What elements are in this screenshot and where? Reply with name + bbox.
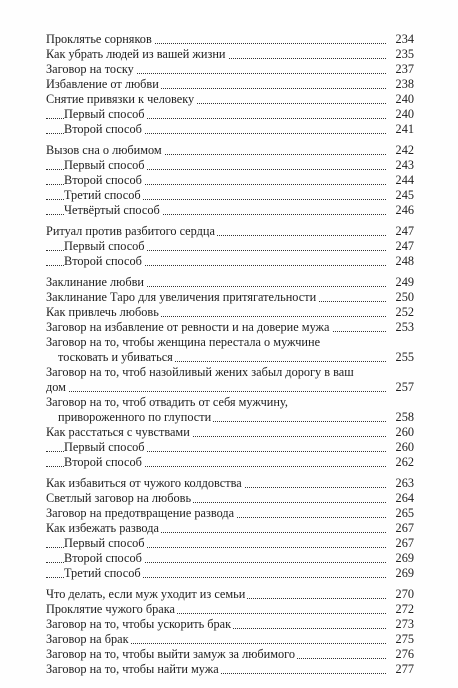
toc-entry-title: Светлый заговор на любовь (46, 491, 192, 505)
toc-entry-page: 248 (395, 254, 414, 268)
toc-entry-title: Первый способ (64, 536, 145, 550)
toc-subentry (46, 536, 414, 551)
toc-entry-page: 240 (395, 92, 414, 106)
toc-entry-page: 246 (395, 203, 414, 217)
toc-entry-title-continued: дом (46, 380, 66, 394)
toc-entry-title: Второй способ (64, 254, 142, 268)
toc-entry-page: 247 (395, 224, 414, 238)
toc-entry-title: Первый способ (64, 158, 145, 172)
toc-entry (46, 395, 414, 425)
toc-entry-page: 234 (395, 32, 414, 46)
toc-entry (46, 602, 414, 617)
toc-entry-title: Заговор на брак (46, 632, 129, 646)
toc-entry-page: 252 (395, 305, 414, 319)
toc-entry (46, 92, 414, 107)
toc-entry (46, 305, 414, 320)
toc-entry-page: 277 (395, 662, 414, 676)
toc-entry-title: Заговор на тоску (46, 62, 134, 76)
toc-entry-page: 240 (395, 107, 414, 121)
toc-entry (46, 62, 414, 77)
toc-entry-title: Заклинание любви (46, 275, 145, 289)
toc-subentry (46, 158, 414, 173)
toc-subentry (46, 455, 414, 470)
toc-entry (46, 425, 414, 440)
toc-subentry (46, 107, 414, 122)
toc-entry-page: 276 (395, 647, 414, 661)
toc-entry-page: 253 (395, 320, 414, 334)
table-of-contents (46, 32, 414, 677)
toc-entry (46, 617, 414, 632)
toc-subentry (46, 440, 414, 455)
toc-entry-page: 237 (395, 62, 414, 76)
toc-entry (46, 365, 414, 395)
toc-entry-title: Как избежать развода (46, 521, 159, 535)
toc-entry (46, 476, 414, 491)
toc-entry-page: 258 (395, 410, 414, 424)
toc-entry (46, 32, 414, 47)
toc-entry-page: 275 (395, 632, 414, 646)
toc-entry (46, 320, 414, 335)
toc-entry-title: Заговор на то, чтобы выйти замуж за любимого (46, 647, 296, 661)
toc-entry-page: 255 (395, 350, 414, 364)
toc-entry-title: Заговор на предотвращение развода (46, 506, 235, 520)
toc-subentry (46, 566, 414, 581)
toc-entry-page: 269 (395, 566, 414, 580)
toc-entry-page: 262 (395, 455, 414, 469)
toc-entry-page: 272 (395, 602, 414, 616)
toc-entry-title: Второй способ (64, 455, 142, 469)
toc-entry-page: 241 (395, 122, 414, 136)
toc-entry-title: Второй способ (64, 551, 142, 565)
toc-entry-page: 242 (395, 143, 414, 157)
toc-entry (46, 587, 414, 602)
toc-entry (46, 632, 414, 647)
toc-entry (46, 647, 414, 662)
toc-entry-title: Второй способ (64, 122, 142, 136)
toc-entry-page: 265 (395, 506, 414, 520)
toc-entry (46, 47, 414, 62)
toc-entry-page: 247 (395, 239, 414, 253)
toc-entry (46, 224, 414, 239)
toc-entry-page: 267 (395, 521, 414, 535)
toc-entry-page: 263 (395, 476, 414, 490)
toc-entry-title: Заговор на избавление от ревности и на доверие мужа (46, 320, 330, 334)
toc-entry-title: Заклинание Таро для увеличения притягательности (46, 290, 317, 304)
toc-subentry (46, 551, 414, 566)
toc-entry-page: 260 (395, 440, 414, 454)
toc-entry (46, 506, 414, 521)
toc-entry-title: Проклятие чужого брака (46, 602, 176, 616)
toc-entry-title: Как избавиться от чужого колдовства (46, 476, 242, 490)
toc-entry-title: Заговор на то, чтоб назойливый жених забыл дорогу в ваш (46, 365, 354, 379)
toc-entry-title: Заговор на то, чтоб отвадить от себя мужчину, (46, 395, 288, 409)
toc-entry-title-continued: тосковать и убиваться (46, 350, 175, 364)
toc-entry-title: Ритуал против разбитого сердца (46, 224, 215, 238)
toc-entry-title: Второй способ (64, 173, 142, 187)
toc-entry-page: 260 (395, 425, 414, 439)
toc-entry (46, 77, 414, 92)
toc-entry-title: Снятие привязки к человеку (46, 92, 195, 106)
toc-entry (46, 521, 414, 536)
toc-entry-title: Заговор на то, чтобы найти мужа (46, 662, 219, 676)
toc-subentry (46, 203, 414, 218)
toc-entry-title: Третий способ (64, 566, 141, 580)
toc-entry-title: Первый способ (64, 440, 145, 454)
toc-entry-page: 244 (395, 173, 414, 187)
toc-entry-title: Заговор на то, чтобы женщина перестала о мужчине (46, 335, 321, 349)
toc-entry-title: Как расстаться с чувствами (46, 425, 190, 439)
toc-entry-title-continued: привороженного по глупости (46, 410, 213, 424)
toc-entry-title: Вызов сна о любимом (46, 143, 162, 157)
toc-subentry (46, 239, 414, 254)
toc-entry-page: 235 (395, 47, 414, 61)
toc-entry-page: 269 (395, 551, 414, 565)
toc-entry-title: Первый способ (64, 107, 145, 121)
toc-entry-title: Как убрать людей из вашей жизни (46, 47, 226, 61)
toc-entry-title: Проклятье сорняков (46, 32, 152, 46)
toc-entry-page: 250 (395, 290, 414, 304)
toc-entry (46, 143, 414, 158)
toc-entry-title: Заговор на то, чтобы ускорить брак (46, 617, 232, 631)
toc-entry-title: Первый способ (64, 239, 145, 253)
toc-entry-page: 245 (395, 188, 414, 202)
toc-entry (46, 491, 414, 506)
toc-entry-page: 238 (395, 77, 414, 91)
toc-entry-page: 270 (395, 587, 414, 601)
toc-entry (46, 335, 414, 365)
toc-subentry (46, 173, 414, 188)
toc-entry-title: Как привлечь любовь (46, 305, 159, 319)
toc-subentry (46, 188, 414, 203)
toc-entry-title: Что делать, если муж уходит из семьи (46, 587, 246, 601)
toc-entry (46, 275, 414, 290)
toc-entry-page: 273 (395, 617, 414, 631)
toc-entry-page: 257 (395, 380, 414, 394)
toc-entry-page: 264 (395, 491, 414, 505)
toc-entry-page: 249 (395, 275, 414, 289)
toc-entry-title: Третий способ (64, 188, 141, 202)
toc-entry-page: 243 (395, 158, 414, 172)
toc-entry (46, 662, 414, 677)
toc-entry (46, 290, 414, 305)
toc-entry-title: Четвёртый способ (64, 203, 160, 217)
toc-entry-page: 267 (395, 536, 414, 550)
toc-subentry (46, 122, 414, 137)
toc-subentry (46, 254, 414, 269)
toc-entry-title: Избавление от любви (46, 77, 159, 91)
